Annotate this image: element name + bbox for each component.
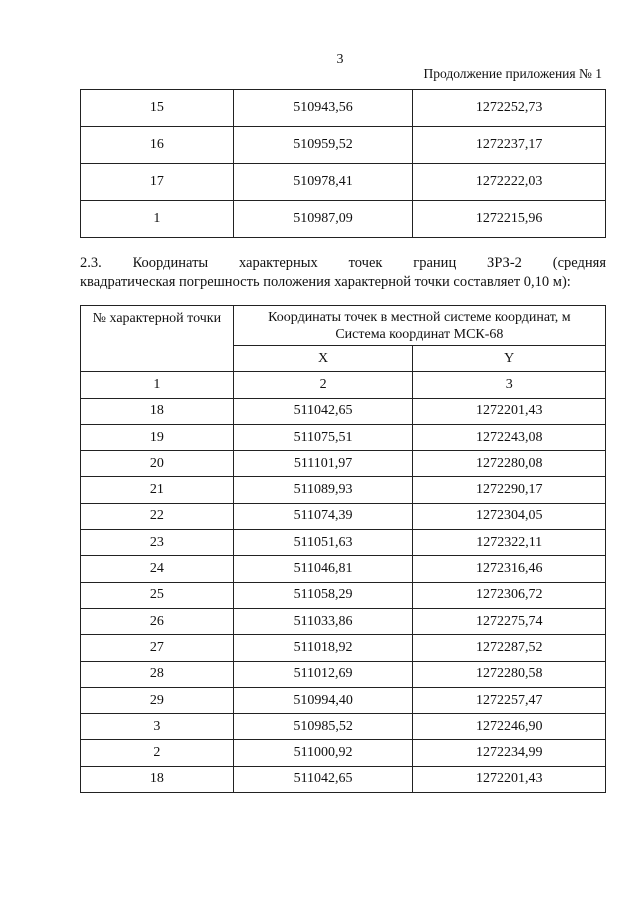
y-coordinate-cell: 1272275,74 — [413, 608, 606, 634]
table-row — [81, 398, 606, 424]
table1-body — [81, 90, 606, 238]
x-coordinate-cell: 510994,40 — [233, 687, 413, 713]
y-coordinate-cell: 1272280,08 — [413, 451, 606, 477]
appendix-continuation-label: Продолжение приложения № 1 — [423, 66, 602, 81]
table-row — [81, 608, 606, 634]
point-number-cell: 17 — [81, 164, 234, 201]
y-coordinate-cell: 1272222,03 — [413, 164, 606, 201]
coordinate-system-header — [233, 306, 605, 346]
coordinates-table-continued — [80, 89, 606, 238]
table-row — [81, 201, 606, 238]
y-coordinate-cell: 1272316,46 — [413, 556, 606, 582]
table-row — [81, 635, 606, 661]
point-number-cell: 24 — [81, 556, 234, 582]
point-number-cell: 2 — [81, 740, 234, 766]
table-row — [81, 766, 606, 792]
point-number-cell: 29 — [81, 687, 234, 713]
x-coordinate-cell: 511101,97 — [233, 451, 413, 477]
table-row — [81, 582, 606, 608]
y-coordinate-cell: 1272234,99 — [413, 740, 606, 766]
table-row — [81, 714, 606, 740]
x-coordinate-cell: 511058,29 — [233, 582, 413, 608]
point-number-cell: 1 — [81, 201, 234, 238]
y-coordinate-cell: 1272287,52 — [413, 635, 606, 661]
x-coordinate-cell: 510987,09 — [233, 201, 413, 238]
page-number: 3 — [336, 52, 344, 67]
point-number-cell: 25 — [81, 582, 234, 608]
x-coordinate-cell: 511046,81 — [233, 556, 413, 582]
y-coordinate-cell: 1272246,90 — [413, 714, 606, 740]
table2-body — [81, 398, 606, 792]
coordinates-table-zrz2 — [80, 305, 606, 793]
table-row — [81, 556, 606, 582]
table-row — [81, 740, 606, 766]
y-coordinate-cell: 1272243,08 — [413, 424, 606, 450]
point-number-cell: 22 — [81, 503, 234, 529]
x-coordinate-cell: 511089,93 — [233, 477, 413, 503]
column-number-cell: 1 — [81, 372, 234, 398]
table-row — [81, 451, 606, 477]
point-number-cell: 3 — [81, 714, 234, 740]
y-coordinate-cell: 1272304,05 — [413, 503, 606, 529]
table-row — [81, 424, 606, 450]
x-coordinate-cell: 511018,92 — [233, 635, 413, 661]
point-number-cell: 26 — [81, 608, 234, 634]
y-coordinate-cell: 1272237,17 — [413, 127, 606, 164]
table2-header — [81, 306, 606, 399]
column-number-cell: 3 — [413, 372, 606, 398]
y-coordinate-cell: 1272215,96 — [413, 201, 606, 238]
point-number-cell: 21 — [81, 477, 234, 503]
x-coordinate-cell: 511075,51 — [233, 424, 413, 450]
x-coordinate-cell: 511000,92 — [233, 740, 413, 766]
x-coordinate-cell: 511012,69 — [233, 661, 413, 687]
point-number-cell: 28 — [81, 661, 234, 687]
point-number-cell: 16 — [81, 127, 234, 164]
y-coordinate-cell: 1272252,73 — [413, 90, 606, 127]
point-number-cell: 15 — [81, 90, 234, 127]
coordinate-system-header-line-1: Координаты точек в местной системе координат, м — [268, 309, 571, 325]
x-coordinate-cell: 510959,52 — [233, 127, 413, 164]
point-number-cell: 18 — [81, 766, 234, 792]
y-coordinate-cell: 1272257,47 — [413, 687, 606, 713]
column-numbers-row — [81, 372, 606, 398]
table-row — [81, 661, 606, 687]
table-row — [81, 127, 606, 164]
point-number-cell: 27 — [81, 635, 234, 661]
x-coordinate-cell: 511051,63 — [233, 530, 413, 556]
header-row — [81, 306, 606, 346]
section-heading-line-1: 2.3. Координаты характерных точек границ ЗРЗ-2 (средняя — [80, 255, 606, 271]
y-coordinate-cell: 1272201,43 — [413, 766, 606, 792]
table-row — [81, 503, 606, 529]
x-coordinate-cell: 511033,86 — [233, 608, 413, 634]
y-coordinate-cell: 1272290,17 — [413, 477, 606, 503]
y-coordinate-cell: 1272322,11 — [413, 530, 606, 556]
table-row — [81, 687, 606, 713]
column-number-cell: 2 — [233, 372, 413, 398]
point-number-cell: 20 — [81, 451, 234, 477]
table-row — [81, 477, 606, 503]
x-coordinate-cell: 510943,56 — [233, 90, 413, 127]
y-column-header: Y — [413, 346, 606, 372]
x-coordinate-cell: 510985,52 — [233, 714, 413, 740]
table-row — [81, 530, 606, 556]
x-coordinate-cell: 511042,65 — [233, 766, 413, 792]
x-coordinate-cell: 511074,39 — [233, 503, 413, 529]
section-heading-line-2: квадратическая погрешность положения характерной точки составляет 0,10 м): — [80, 274, 571, 290]
coordinate-system-header-line-2: Система координат МСК-68 — [335, 326, 504, 342]
point-number-cell: 18 — [81, 398, 234, 424]
table-row — [81, 164, 606, 201]
x-coordinate-cell: 511042,65 — [233, 398, 413, 424]
point-number-cell: 23 — [81, 530, 234, 556]
x-coordinate-cell: 510978,41 — [233, 164, 413, 201]
y-coordinate-cell: 1272306,72 — [413, 582, 606, 608]
point-number-cell: 19 — [81, 424, 234, 450]
y-coordinate-cell: 1272201,43 — [413, 398, 606, 424]
table-row — [81, 90, 606, 127]
y-coordinate-cell: 1272280,58 — [413, 661, 606, 687]
x-column-header: X — [233, 346, 413, 372]
point-number-header: № характерной точки — [81, 306, 234, 372]
